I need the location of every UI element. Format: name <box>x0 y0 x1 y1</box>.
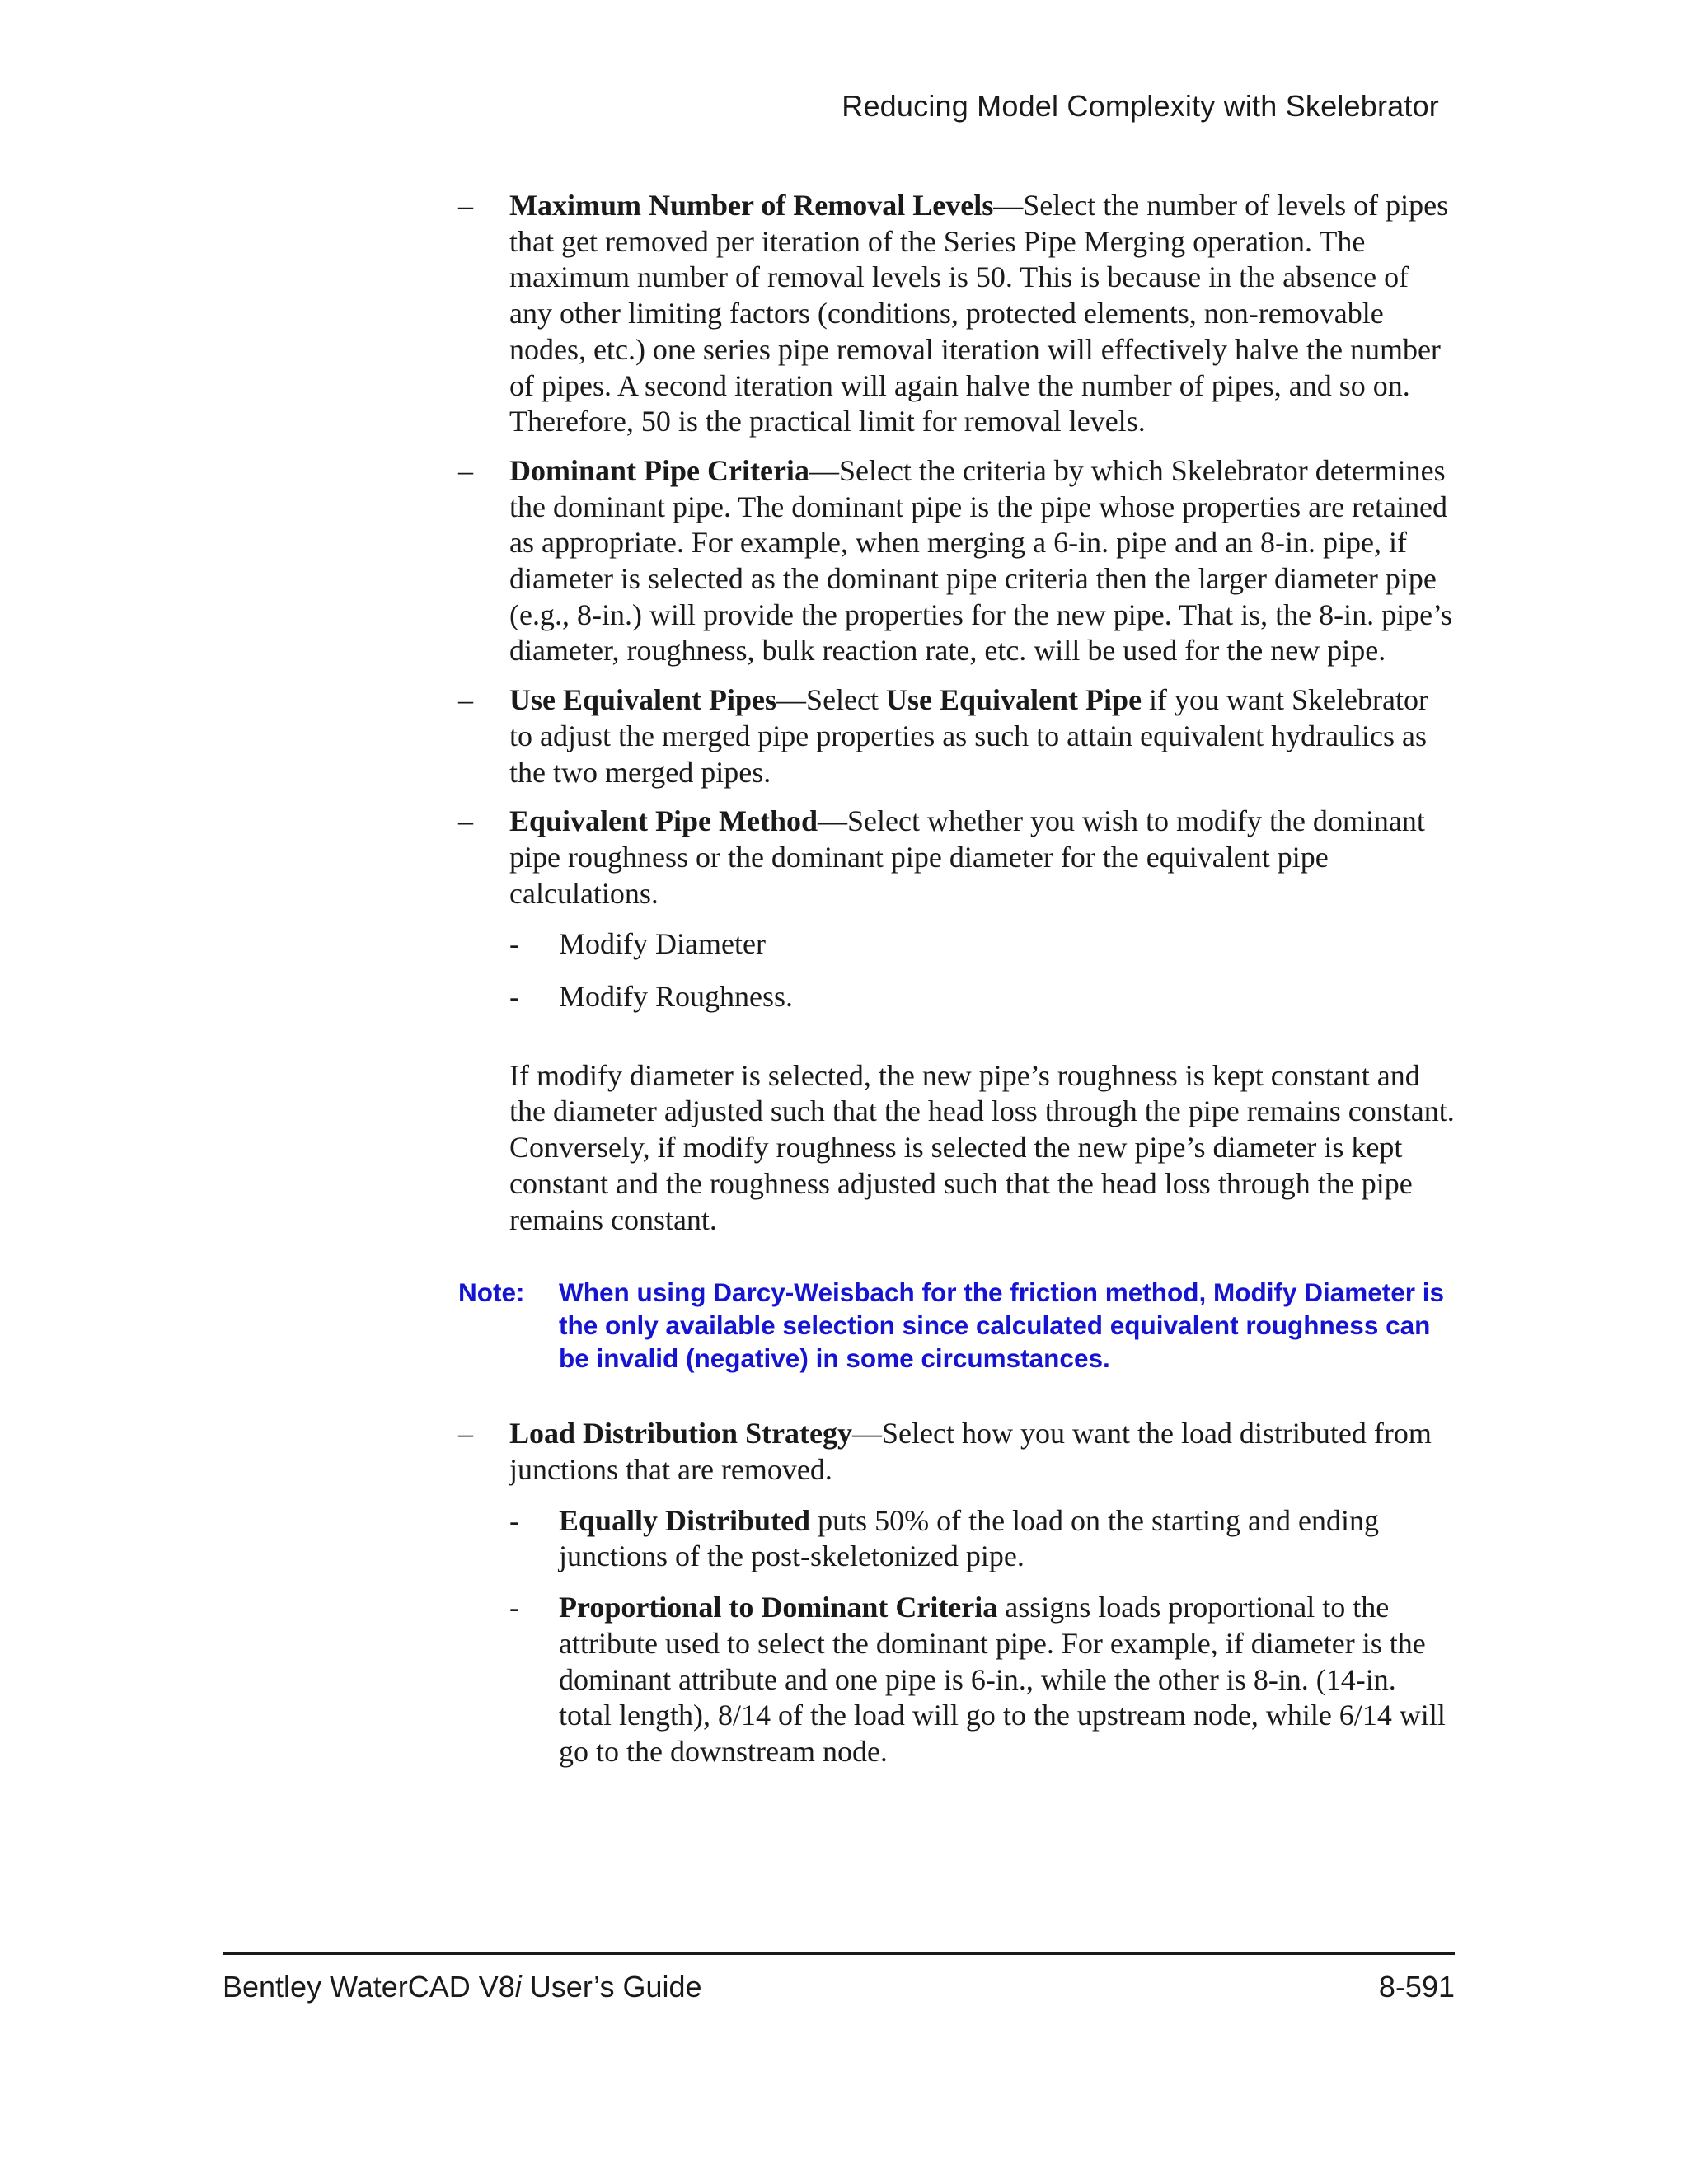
sub-list-dash: - <box>509 1591 519 1624</box>
list-item-load-distribution-strategy <box>458 1416 1456 1488</box>
method-paragraph: If modify diameter is selected, the new pipe’s roughness is kept constant and the diameter adjusted such that the head loss through the pipe remains constant. Conversely, if modify roughness is selected the new pipe’s diameter is kept constant and the roughness adjusted such that the head loss through the pipe remains constant. <box>509 1058 1455 1236</box>
list-dash: – <box>458 683 473 717</box>
description-dominant-pipe-criteria: —Select the criteria by which Skelebrator determines the dominant pipe. The dominant pipe is the pipe whose properties are retained as appropriate. For example, when merging a 6-in. pipe and an 8-in. pipe, if diameter is selected as the dominant pipe criteria then the larger diameter pipe (e.g., 8-in.) will provide the properties for the new pipe. That is, the 8-in. pipe’s diameter, roughness, bulk reaction rate, etc. will be used for the new pipe. <box>509 453 1453 668</box>
term-use-equivalent-pipes: Use Equivalent Pipes <box>509 683 777 717</box>
list-item-max-removal-levels <box>458 188 1456 440</box>
option-modify-roughness: Modify Roughness. <box>559 980 794 1014</box>
term-equivalent-pipe-method: Equivalent Pipe Method <box>509 804 818 838</box>
note-callout <box>458 1276 1456 1375</box>
sub-item-equally-distributed <box>458 1503 1456 1575</box>
footer-guide-prefix: Bentley WaterCAD V8 <box>223 1970 515 2004</box>
list-dash: – <box>458 189 473 222</box>
sub-list-dash: - <box>509 927 519 961</box>
footer-guide-italic: i <box>514 1970 522 2004</box>
term-use-equivalent-pipe: Use Equivalent Pipe <box>886 683 1142 717</box>
description-equivalent-pipe-method: —Select whether you wish to modify the dominant pipe roughness or the dominant pipe diameter for the equivalent pipe calculations. <box>509 804 1425 910</box>
term-load-distribution-strategy: Load Distribution Strategy <box>509 1417 853 1451</box>
sub-item-modify-diameter <box>458 926 1456 963</box>
description-load-distribution-strategy: —Select how you want the load distributed from junctions that are removed. <box>509 1417 1432 1486</box>
list-item-equivalent-pipe-method <box>458 804 1456 912</box>
term-proportional-dominant-criteria: Proportional to Dominant Criteria <box>559 1591 998 1624</box>
page-content <box>458 188 1456 1787</box>
term-equally-distributed: Equally Distributed <box>559 1503 811 1537</box>
footer-guide-suffix: User’s Guide <box>521 1970 702 2004</box>
list-dash: – <box>458 453 473 487</box>
term-dominant-pipe-criteria: Dominant Pipe Criteria <box>509 453 809 487</box>
description-use-equivalent-pipes-a: —Select <box>776 683 887 717</box>
option-modify-diameter: Modify Diameter <box>559 927 766 961</box>
note-text: When using Darcy-Weisbach for the friction method, Modify Diameter is the only available selection since calculated equivalent roughness can be invalid (negative) in some circumstances. <box>559 1277 1445 1374</box>
page-header-title: Reducing Model Complexity with Skelebrator <box>842 89 1439 123</box>
list-item-use-equivalent-pipes <box>458 682 1456 790</box>
list-item-dominant-pipe-criteria <box>458 453 1456 669</box>
sub-list-dash: - <box>509 1503 519 1537</box>
list-dash: – <box>458 1417 473 1451</box>
sub-item-modify-roughness <box>458 979 1456 1015</box>
description-use-equivalent-pipes-b: if you want Skelebrator to adjust the merged pipe properties as such to attain equivalent hydraulics as the two merged pipes. <box>509 683 1428 789</box>
sub-list-dash: - <box>509 980 519 1014</box>
sub-item-proportional-dominant-criteria <box>458 1590 1456 1770</box>
footer-divider <box>223 1952 1455 1955</box>
description-equally-distributed: puts 50% of the load on the starting and ending junctions of the post-skeletonized pipe. <box>559 1503 1379 1573</box>
term-max-removal-levels: Maximum Number of Removal Levels <box>509 189 994 222</box>
list-dash: – <box>458 804 473 838</box>
description-proportional-dominant-criteria: assigns loads proportional to the attribute used to select the dominant pipe. For example, if diameter is the dominant attribute and one pipe is 6-in., while the other is 8-in. (14-in. total length), 8/14 of the load will go to the upstream node, while 6/14 will go to the downstream node. <box>559 1591 1446 1768</box>
footer-page-number: 8-591 <box>1378 1970 1455 2004</box>
description-max-removal-levels: —Select the number of levels of pipes that get removed per iteration of the Series Pipe Merging operation. The maximum number of removal levels is 50. This is because in the absence of any other limiting factors (conditions, protected elements, non-removable nodes, etc.) one series pipe removal iteration will effectively halve the number of pipes. A second iteration will again halve the number of pipes, and so on. Therefore, 50 is the practical limit for removal levels. <box>509 189 1449 438</box>
note-label: Note: <box>458 1277 525 1308</box>
footer-guide-title <box>223 1970 702 2004</box>
